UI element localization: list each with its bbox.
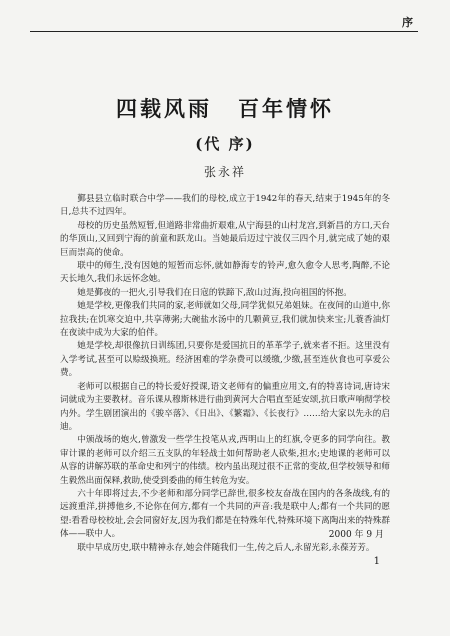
paragraph: 老师可以根据自己的特长爱好授课,语文老师有的偏重应用文,有的特喜诗词,唐诗宋词就成为主要教材。音乐课从穆斯林进行曲到黄河大合唱直至延安颂,抗日歌声响彻学校内外。学生剧团演出的《骏卒落》、《日出》、《繁霜》、《长夜行》……给大家以先永的启迪。 bbox=[60, 381, 390, 432]
date: 2000 年 9 月 bbox=[328, 530, 384, 540]
paragraph: 联中的师生,没有因她的短暂而忘怀,就如静海专的铃声,愈久愈令人思考,陶醉,不论天长地久,我们永远怀念她。 bbox=[60, 261, 390, 285]
paragraph: 她是学校,更像我们共同的家,老师就如父母,同学犹似兄弟姐妹。在夜间的山道中,你拉我扶;在饥寒交迫中,共享薄粥;大碗盐水汤中的几颗黄豆,我们就加快来宝;儿蓑香油灯在夜读中成为大家的伯伴。 bbox=[60, 301, 390, 339]
page-title bbox=[0, 93, 450, 123]
article-body bbox=[60, 193, 390, 555]
page-number: 1 bbox=[373, 556, 380, 567]
paragraph: 六十年即将过去,不少老师和部分同学已辞世,很多校友奋战在国内的各条战线,有的远渡重洋,拼搏他乡,不论你在何方,都有一个共同的声音:我是联中人;都有一个共同的愿望:看看母校校址,会会同窗好友,因为我们都是在特殊年代,特殊环境下离陶出来的特殊群体——联中人。 bbox=[60, 488, 390, 540]
subtitle: (代 序) bbox=[195, 135, 255, 153]
paragraph: 母校的历史虽然短暂,但道路非常曲折艰难,从宁海县的山村龙宫,到新昌的方口,天台的华顶山,又回到宁海的前童和跃龙山。当她最后迈过宁波仅三四个月,就完成了她的艰巨而崇高的使命。 bbox=[60, 220, 390, 258]
running-head: 序 bbox=[402, 16, 414, 29]
author: 张永祥 bbox=[203, 165, 246, 179]
paragraph: 联中早成历史,联中精神永存,她会伴随我们一生,传之后人,永留光彩,永葆芳芳。 bbox=[77, 542, 375, 553]
title-part-2: 百年情怀 bbox=[238, 97, 334, 121]
paragraph: 鄞县县立临时联合中学——我们的母校,成立于1942年的春天,结束于1945年的冬日,总共不过四年。 bbox=[60, 194, 390, 218]
title-part-1: 四载风雨 bbox=[116, 97, 212, 121]
paragraph: 她是学校,却很像抗日训练团,只要你是爱国抗日的革革学子,就来者不拒。这里没有入学考试,甚至可以赊级换班。经济困难的学杂费可以缓缴,少缴,甚至连伙食也可享爱公费。 bbox=[60, 341, 390, 379]
paragraph: 她是鄞夜的一把火,引导我们在日寇的铁蹄下,敌山过海,投向祖国的怀抱。 bbox=[77, 287, 352, 298]
paragraph: 中颁战场的炮火,曾激发一些学生投笔从戎,西明山上的红旗,令更多的同学向往。教审计课的老师可以介绍三五支队的年轻战士如何帮助老人砍柴,担水;史地课的老师可以从容的讲解苏联的革命史和列宁的伟绩。校内虽出现过很不正常的变故,但学校领导和师生毅然出面保释,救助,使受到委曲的师生转危为安。 bbox=[60, 435, 390, 486]
header-rule bbox=[30, 31, 418, 32]
